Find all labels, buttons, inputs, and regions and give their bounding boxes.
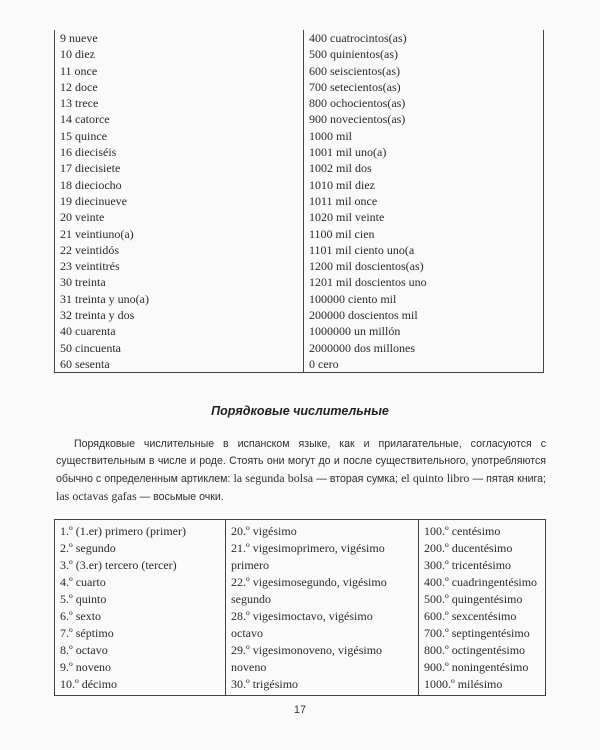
ordinal-column-1 — [55, 520, 226, 696]
cardinal-cell-high: 200000 doscientos mil — [304, 307, 544, 323]
table-row — [55, 160, 544, 176]
table-row — [55, 356, 544, 373]
table-row — [55, 242, 544, 258]
ordinal-entry: 400.º cuadringentésimo — [424, 575, 538, 589]
cardinal-cell-low: 60 sesenta — [55, 356, 304, 373]
table-row — [55, 46, 544, 62]
ordinal-entry: 5.º quinto — [60, 592, 107, 606]
ordinal-column-2 — [226, 520, 419, 696]
ordinal-entry: 700.º septingentésimo — [424, 626, 530, 640]
table-row — [55, 79, 544, 95]
ordinal-entry: 600.º sexcentésimo — [424, 609, 517, 623]
cardinal-cell-low: 31 treinta y uno(a) — [55, 291, 304, 307]
table-row — [55, 128, 544, 144]
table-row — [55, 323, 544, 339]
ordinal-numbers-table — [54, 519, 546, 696]
table-row — [55, 291, 544, 307]
cardinal-cell-high: 1201 mil doscientos uno — [304, 274, 544, 290]
cardinal-cell-high: 900 novecientos(as) — [304, 111, 544, 127]
cardinal-cell-low: 19 diecinueve — [55, 193, 304, 209]
cardinal-cell-low: 17 diecisiete — [55, 160, 304, 176]
table-row — [55, 144, 544, 160]
cardinal-cell-high: 800 ochocientos(as) — [304, 95, 544, 111]
cardinal-cell-high: 700 setecientos(as) — [304, 79, 544, 95]
table-row — [55, 30, 544, 46]
ordinal-entry: primero — [231, 558, 269, 572]
table-row — [55, 95, 544, 111]
cardinal-cell-high: 0 cero — [304, 356, 544, 373]
table-row — [55, 177, 544, 193]
cardinal-numbers-table — [54, 30, 544, 373]
ordinal-entry: 800.º octingentésimo — [424, 643, 526, 657]
translation-2: — пятая книга; — [469, 473, 546, 485]
table-row — [55, 111, 544, 127]
cardinal-cell-low: 16 dieciséis — [55, 144, 304, 160]
ordinal-entry: 8.º octavo — [60, 643, 108, 657]
page-number: 17 — [293, 704, 307, 716]
cardinal-cell-low: 9 nueve — [55, 30, 304, 46]
ordinal-entry: 22.º vigesimosegundo, vigésimo — [231, 575, 387, 589]
cardinal-cell-low: 30 treinta — [55, 274, 304, 290]
cardinal-cell-low: 50 cincuenta — [55, 340, 304, 356]
cardinal-cell-low: 21 veintiuno(a) — [55, 226, 304, 242]
cardinal-cell-high: 1020 mil veinte — [304, 209, 544, 225]
ordinal-entry: octavo — [231, 626, 263, 640]
ordinal-entry: 300.º tricentésimo — [424, 558, 512, 572]
ordinal-entry: 1000.º milésimo — [424, 677, 503, 691]
ordinal-entry: 900.º noningentésimo — [424, 660, 529, 674]
cardinal-cell-low: 32 treinta y dos — [55, 307, 304, 323]
cardinal-cell-low: 20 veinte — [55, 209, 304, 225]
cardinal-cell-high: 1100 mil cien — [304, 226, 544, 242]
cardinal-cell-low: 11 once — [55, 63, 304, 79]
table-row — [55, 209, 544, 225]
cardinal-cell-high: 600 seiscientos(as) — [304, 63, 544, 79]
cardinal-cell-low: 22 veintidós — [55, 242, 304, 258]
ordinal-entry: segundo — [231, 592, 271, 606]
table-row — [55, 340, 544, 356]
cardinal-cell-high: 100000 ciento mil — [304, 291, 544, 307]
cardinal-cell-high: 1001 mil uno(a) — [304, 144, 544, 160]
table-row — [55, 226, 544, 242]
cardinal-cell-high: 1000000 un millón — [304, 323, 544, 339]
ordinal-description-paragraph — [56, 436, 546, 506]
cardinal-cell-low: 14 catorce — [55, 111, 304, 127]
ordinal-column-3 — [419, 520, 546, 696]
cardinal-cell-low: 15 quince — [55, 128, 304, 144]
table-row — [55, 307, 544, 323]
cardinal-cell-high: 500 quinientos(as) — [304, 46, 544, 62]
ordinal-entry: 200.º ducentésimo — [424, 541, 513, 555]
table-row — [55, 63, 544, 79]
paragraph-text: Порядковые числительные в испанском языке, как и прилагательные, согласуются с существительным в числе и роде. Стоять они могут до и после существительного, употребляются обычно с определенным артиклем: — [56, 438, 546, 485]
cardinal-cell-high: 2000000 dos millones — [304, 340, 544, 356]
example-1: la segunda bolsa — [233, 471, 314, 485]
cardinal-cell-high: 1200 mil doscientos(as) — [304, 258, 544, 274]
ordinal-entry: 29.º vigesimonoveno, vigésimo — [231, 643, 383, 657]
cardinal-cell-low: 23 veintitrés — [55, 258, 304, 274]
table-row — [55, 258, 544, 274]
cardinal-cell-high: 1101 mil ciento uno(a — [304, 242, 544, 258]
cardinal-cell-high: 1011 mil once — [304, 193, 544, 209]
translation-1: — вторая сумка; — [313, 473, 402, 485]
ordinal-entry: 21.º vigesimoprimero, vigésimo — [231, 541, 385, 555]
ordinal-entry: 28.º vigesimoctavo, vigésimo — [231, 609, 373, 623]
ordinal-entry: 7.º séptimo — [60, 626, 114, 640]
ordinal-entry: 30.º trigésimo — [231, 677, 299, 691]
ordinal-entry: 4.º cuarto — [60, 575, 106, 589]
ordinal-entry: 100.º centésimo — [424, 524, 501, 538]
example-3: las octavas gafas — [56, 489, 137, 503]
cardinal-cell-high: 1000 mil — [304, 128, 544, 144]
ordinal-entry: 500.º quingentésimo — [424, 592, 523, 606]
ordinal-entry: 9.º noveno — [60, 660, 112, 674]
cardinal-cell-high: 400 cuatrocintos(as) — [304, 30, 544, 46]
section-title: Порядковые числительные — [211, 404, 389, 418]
table-row — [55, 193, 544, 209]
ordinal-entry: 6.º sexto — [60, 609, 102, 623]
ordinal-entry: 3.º (3.er) tercero (tercer) — [60, 558, 177, 572]
ordinal-entry: noveno — [231, 660, 267, 674]
cardinal-cell-low: 13 trece — [55, 95, 304, 111]
cardinal-cell-low: 40 cuarenta — [55, 323, 304, 339]
translation-3: — восьмые очки. — [136, 491, 224, 503]
example-2: el quinto libro — [401, 471, 470, 485]
ordinal-entry: 10.º décimo — [60, 677, 118, 691]
table-row — [55, 274, 544, 290]
cardinal-cell-low: 18 dieciocho — [55, 177, 304, 193]
cardinal-cell-low: 12 doce — [55, 79, 304, 95]
cardinal-cell-low: 10 diez — [55, 46, 304, 62]
cardinal-cell-high: 1002 mil dos — [304, 160, 544, 176]
ordinal-entry: 1.º (1.er) primero (primer) — [60, 524, 186, 538]
ordinal-entry: 2.º segundo — [60, 541, 116, 555]
ordinal-entry: 20.º vigésimo — [231, 524, 297, 538]
cardinal-cell-high: 1010 mil diez — [304, 177, 544, 193]
